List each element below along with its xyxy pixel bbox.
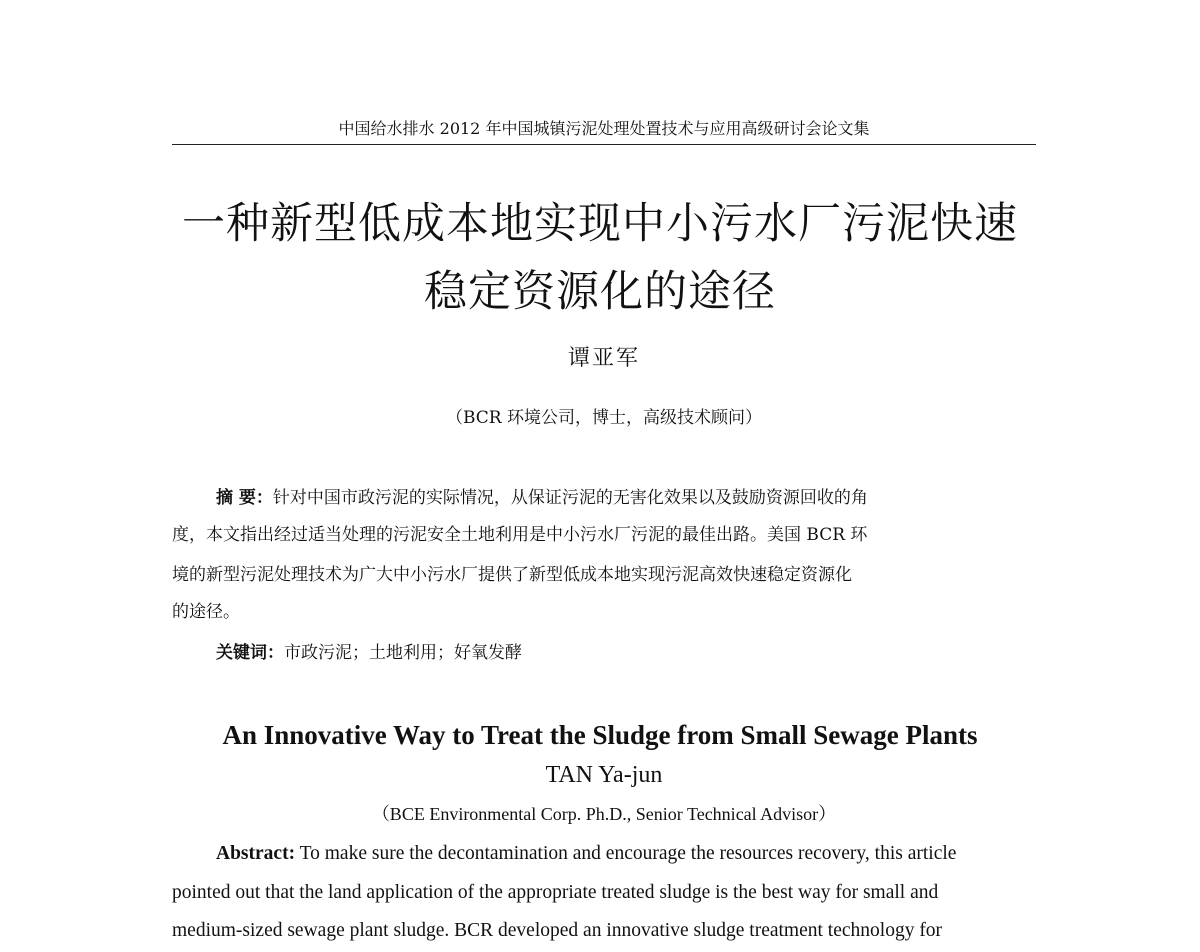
header-rule — [172, 144, 1036, 145]
abstract-en-text: To make sure the decontamination and encourage the resources recovery, this article — [295, 843, 957, 864]
abstract-cn-line1 — [172, 486, 1080, 510]
paper-title-cn-line1: 一种新型低成本地实现中小污水厂污泥快速 — [182, 199, 1018, 249]
abstract-cn-line3: 境的新型污泥处理技术为广大中小污水厂提供了新型低成本地实现污泥高效快速稳定资源化 — [172, 565, 852, 585]
abstract-en-line1 — [172, 841, 1080, 867]
abstract-en-line3: medium-sized sewage plant sludge. BCR developed an innovative sludge treatment technology for — [172, 920, 943, 941]
abstract-en-line2: pointed out that the land application of the appropriate treated sludge is the best way for small and — [172, 882, 939, 903]
keywords-cn-label: 关键词： — [216, 643, 284, 663]
paper-title-en: An Innovative Way to Treat the Sludge from Small Sewage Plants — [222, 720, 978, 750]
abstract-cn-text: 针对中国市政污泥的实际情况，从保证污泥的无害化效果以及鼓励资源回收的角 — [272, 488, 868, 508]
abstract-cn-label: 摘 要： — [216, 488, 273, 508]
author-cn: 谭亚军 — [567, 346, 640, 371]
abstract-cn-line4: 的途径。 — [172, 602, 240, 622]
keywords-cn — [216, 641, 522, 665]
affiliation-en: （BCE Environmental Corp. Ph.D., Senior Technical Advisor） — [371, 804, 837, 824]
running-header: 中国给水排水 2012 年中国城镇污泥处理处置技术与应用高级研讨会论文集 — [338, 119, 870, 138]
abstract-en-label: Abstract: — [216, 843, 296, 864]
keywords-cn-text: 市政污泥；土地利用；好氧发酵 — [284, 643, 522, 663]
paper-title-cn-line2: 稳定资源化的途径 — [424, 267, 776, 317]
abstract-cn-line2: 度，本文指出经过适当处理的污泥安全土地利用是中小污水厂污泥的最佳出路。美国 BCR 环 — [172, 525, 868, 545]
author-en: TAN Ya-jun — [545, 762, 663, 788]
affiliation-cn: （BCR 环境公司，博士，高级技术顾问） — [445, 408, 763, 428]
